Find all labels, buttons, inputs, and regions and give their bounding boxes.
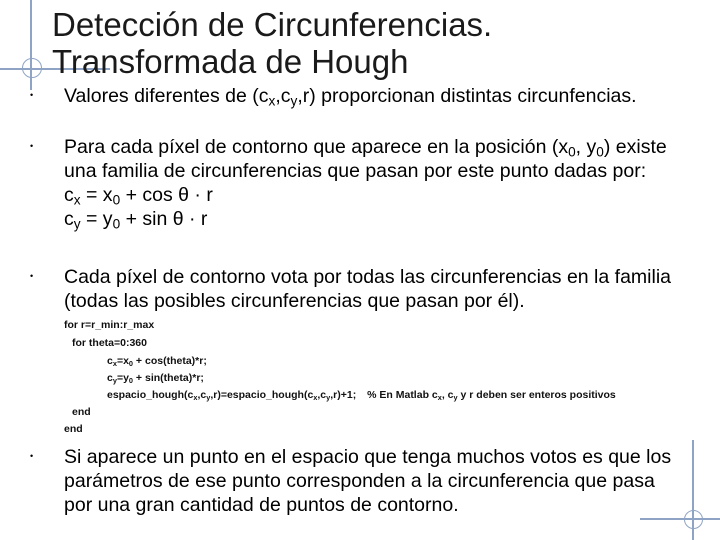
bullet-4-line-3: por una gran cantidad de puntos de contorno. [64,494,459,516]
bullet-4-line-2: parámetros de ese punto corresponden a la circunferencia que pasa [64,470,655,492]
bullet-3-line-2: (todas las posibles circunferencias que pasan por él). [64,290,525,312]
code-line-4: $c_y=y_0$ + sin(theta)*r; [107,372,204,385]
bullet-3-line-1: Cada píxel de contorno vota por todas las circunferencias en la familia [64,266,672,288]
slide-title [52,6,672,80]
bullet-marker-1: • [30,90,34,100]
decor-line-bottom-horizontal [640,518,720,520]
code-line-1: for r=r_min:r_max [64,319,155,331]
decor-circle-top-left [22,58,42,78]
code-line-2: for theta=0:360 [72,337,147,349]
equation-cx: $c_x = x_0 + \cos \theta \cdot r$ [64,184,213,208]
code-line-3: $c_x=x_0$ + cos(theta)*r; [107,355,207,368]
bullet-marker-2: • [30,141,34,151]
bullet-marker-4: • [30,451,34,461]
title-line-2: Transformada de Hough [52,43,409,80]
bullet-4-line-1: Si aparece un punto en el espacio que tenga muchos votos es que los [64,446,672,468]
title-line-1: Detección de Circunferencias. [52,6,493,43]
bullet-2-line-1: Para cada píxel de contorno que aparece en la posición ($x_0$, $y_0$) existe [64,136,667,160]
bullet-3-text [64,265,671,313]
decor-circle-bottom-right [684,510,703,529]
bullet-1-text: Valores diferentes de $(c_x,c_y,r)$ proporcionan distintas circunfencias. [64,85,637,109]
bullet-4-text [64,445,671,517]
bullet-marker-3: • [30,271,34,281]
code-line-5: $espacio\_hough(c_x,c_y,r)=espacio\_hough(c_x,c_y,r)+1$; % En Matlab $c_x$, $c_y$ y r deben ser enteros positivos [107,389,616,402]
code-line-6: end [72,406,91,418]
bullet-2-line-2: una familia de circunferencias que pasan por este punto dadas por: [64,160,647,182]
code-comment: % En Matlab $c_x$, $c_y$ y r deben ser enteros positivos [367,389,616,402]
bullet-2-text [64,135,667,231]
code-line-7: end [64,423,83,435]
equation-cy: $c_y = y_0 + \sin \theta \cdot r$ [64,208,208,232]
